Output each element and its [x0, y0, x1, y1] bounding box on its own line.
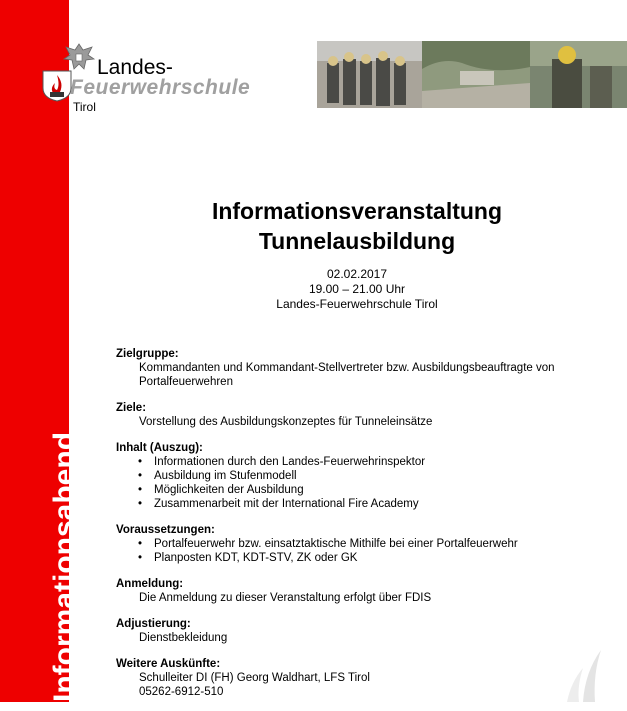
- school-logo: [40, 42, 280, 114]
- section-text: Dienstbekleidung: [139, 632, 228, 644]
- logo-line-3: Tirol: [73, 100, 96, 114]
- list-item: • Informationen durch den Landes-Feuerwehrinspektor: [116, 455, 596, 469]
- bullet-list: [116, 455, 596, 511]
- section-heading: Zielgruppe:: [116, 348, 179, 360]
- content-sections: [116, 347, 596, 711]
- firefighter-action-photo: [530, 41, 627, 108]
- section-heading: Weitere Auskünfte:: [116, 658, 221, 670]
- firefighter-team-photo: [317, 41, 422, 108]
- section-ziele: [116, 401, 596, 429]
- list-item: • Planposten KDT, KDT-STV, ZK oder GK: [116, 551, 596, 565]
- corner-watermark-icon: [553, 642, 613, 702]
- section-text: Kommandanten und Kommandant-Stellvertreter bzw. Ausbildungsbeauftragte von Portalfeuerwehren: [139, 362, 555, 388]
- sidebar-vertical-text: Informationsabend: [48, 431, 81, 702]
- title-line-1: Informationsveranstaltung: [211, 198, 503, 224]
- contact-phone: 05262-6912-510: [139, 686, 224, 698]
- contact-name: Schulleiter DI (FH) Georg Waldhart, LFS Tirol: [139, 672, 370, 684]
- section-text: Die Anmeldung zu dieser Veranstaltung erfolgt über FDIS: [139, 592, 432, 604]
- section-text: Vorstellung des Ausbildungskonzeptes für Tunneleinsätze: [139, 416, 433, 428]
- header-photo-strip: [317, 41, 627, 108]
- section-heading: Inhalt (Auszug):: [116, 442, 203, 454]
- section-anmeldung: [116, 577, 596, 605]
- flame-emblem-icon: [40, 68, 74, 102]
- section-heading: Ziele:: [116, 402, 147, 414]
- event-time: 19.00 – 21.00 Uhr: [308, 282, 406, 296]
- section-heading: Voraussetzungen:: [116, 524, 215, 536]
- event-date: 02.02.2017: [326, 267, 388, 281]
- section-adjustierung: [116, 617, 596, 645]
- section-voraussetzungen: [116, 523, 596, 565]
- page-title: [69, 196, 627, 256]
- logo-line-2: Feuerwehrschule: [70, 76, 251, 99]
- event-details: [69, 267, 627, 312]
- bullet-list: [116, 537, 596, 565]
- section-auskuenfte: [116, 657, 596, 699]
- event-location: Landes-Feuerwehrschule Tirol: [276, 297, 438, 311]
- section-inhalt: [116, 441, 596, 511]
- section-heading: Adjustierung:: [116, 618, 191, 630]
- list-item: • Möglichkeiten der Ausbildung: [116, 483, 596, 497]
- section-zielgruppe: [116, 347, 596, 389]
- logo-line-1: Landes-: [97, 56, 173, 79]
- list-item: • Zusammenarbeit mit der International Fire Academy: [116, 497, 596, 511]
- section-heading: Anmeldung:: [116, 578, 184, 590]
- tunnel-portal-photo: [422, 41, 530, 108]
- title-line-2: Tunnelausbildung: [258, 228, 456, 254]
- list-item: • Ausbildung im Stufenmodell: [116, 469, 596, 483]
- list-item: • Portalfeuerwehr bzw. einsatztaktische Mithilfe bei einer Portalfeuerwehr: [116, 537, 596, 551]
